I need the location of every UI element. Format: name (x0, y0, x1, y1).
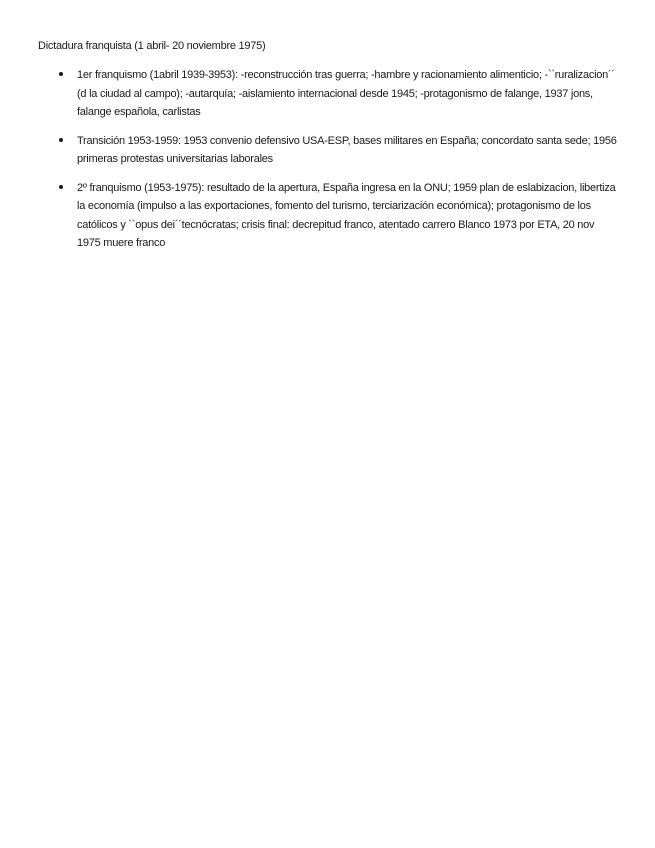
list-item (0, 66, 655, 122)
list-item-text: Transición 1953-1959: 1953 convenio defensivo USA-ESP, bases militares en España; concordato santa sede; 1956 primeras protestas universitarias laborales (77, 134, 617, 165)
list-item (0, 179, 655, 253)
bullet-icon (59, 72, 63, 76)
bullet-list (0, 66, 655, 263)
bullet-icon (59, 185, 63, 189)
list-item-text: 2º franquismo (1953-1975): resultado de la apertura, España ingresa en la ONU; 1959 plan de eslabizacion, libertiza la economía (impulso a las exportaciones, fomento del turismo, terciarización económica); protagonismo de los católicos y ``opus dei´´tecnócratas; crisis final: decrepitud franco, atentado carrero Blanco 1973 por ETA, 20 nov 1975 muere franco (77, 181, 616, 249)
bullet-icon (59, 138, 63, 142)
list-item-text: 1er franquismo (1abril 1939-3953): -reconstrucción tras guerra; -hambre y racionamiento alimenticio; -``ruralizacion´´ (d la ciudad al campo); -autarquía; -aislamiento internacional desde 1945; -protagonismo de falange, 1937 jons, falange española, carlistas (77, 69, 615, 118)
document-title: Dictadura franquista (1 abril- 20 noviembre 1975) (38, 40, 266, 52)
list-item (0, 132, 655, 169)
